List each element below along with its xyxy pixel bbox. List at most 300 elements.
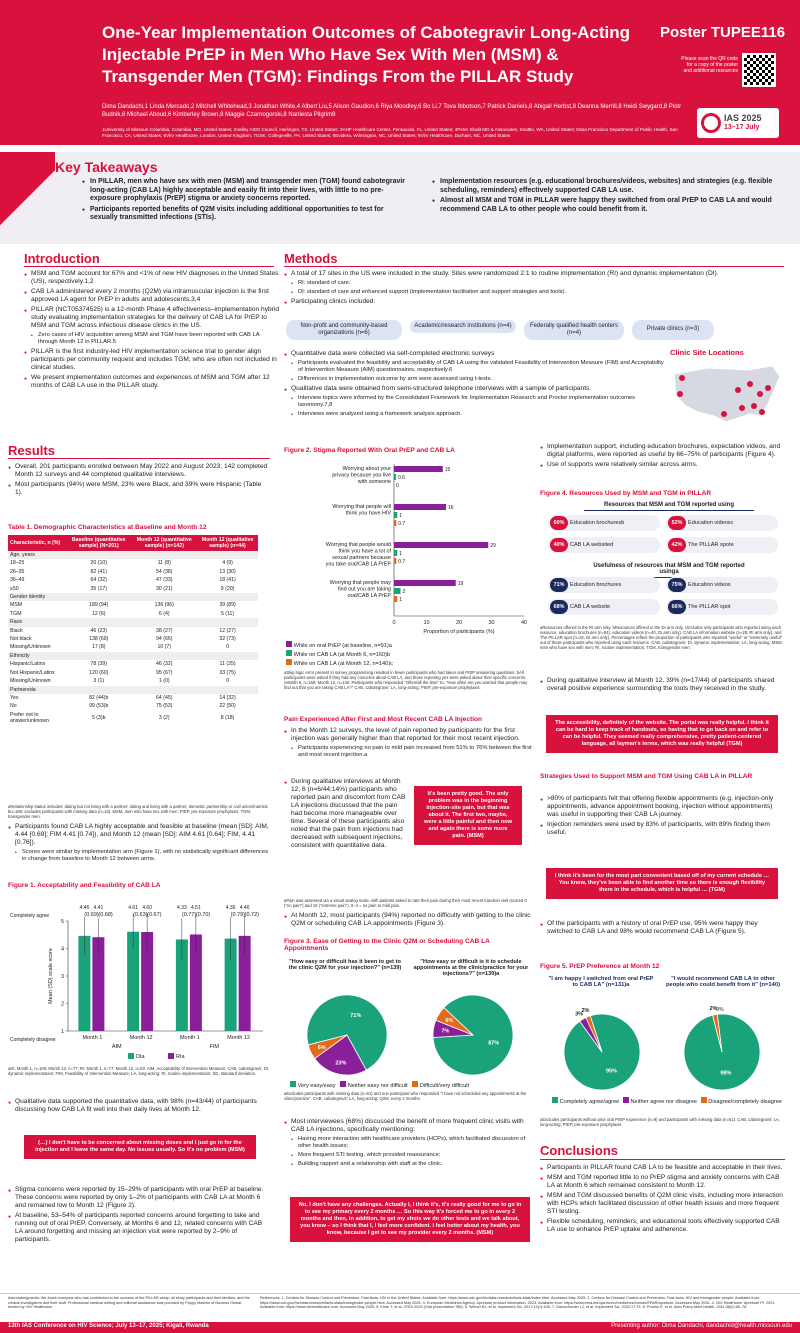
quote-box: I think it's been for the most part convenient based off of my current schedule … You know, they've been able to find another time so there is enough flexibility there in the schedule, which is helpful … (TGM) (546, 868, 778, 899)
table-cell: 82 (41) (90, 568, 107, 575)
methods-bullet: ● Quantitative data were collected via self-completed electronic surveys (284, 350, 664, 358)
table-cell (131, 618, 197, 626)
quote-box: It's been pretty good. The only problem was in the beginning injection-site pain, but that was about it. The first two, maybe, were a little painful and then now and again there is some more pain. (MSM) (414, 786, 522, 845)
table-row (8, 610, 258, 618)
x-tick-label: 30 (488, 620, 495, 626)
bar (394, 550, 397, 556)
table-cell (66, 686, 131, 694)
table-header: Baseline (quantitative sample) (N=201) (66, 535, 131, 551)
quote-box: No, I don't have any challenges. Actually I, I think it's, it's really good for me to go in to see my primary every 2 months … So this way it's forced me to go in every 2 months and then, in addition, to get my shots we do other tests and we talk about, you know – so I think that I, I feel more confident. I feel better about my health, you know, because I get to see my provider every 2 months. (MSM) (290, 1197, 530, 1242)
table-cell: 1 (0) (158, 678, 170, 685)
strategies-list (540, 795, 785, 839)
data-label: 19 (457, 581, 464, 587)
y-tick-label: sexual partners because (332, 555, 391, 561)
data-label: 1 (399, 551, 403, 557)
table-cell: 13 (30) (219, 568, 236, 575)
intro-sub-bullet: • Zero cases of HIV acquisition among MSM and TGM have been reported with CAB LA through Month 12 in PILLAR.5 (24, 332, 279, 346)
table-header: Characteristic, n (%) (8, 535, 66, 551)
pie1-chart (292, 990, 402, 1080)
visits-list (284, 1118, 534, 1170)
data-label: 15 (444, 467, 451, 473)
data-label: 4.36 (225, 905, 236, 911)
pie1-title: "How easy or difficult has it been to get to the clinic Q2M for your injection?" (n=139) (288, 959, 402, 971)
table-row (8, 635, 258, 643)
legend-item: While on CAB LA (at Month 12, n=140)c (286, 659, 393, 668)
resource-label: CAB LA websited (570, 542, 614, 548)
y-tick-label: find out you are taking (337, 586, 391, 593)
y-tick-label: privacy because you live (332, 472, 391, 479)
intro-bullet: ● CAB LA administered every 2 months (Q2M) via intramuscular injection is the first approved LA agent for PrEP in adults and adolescents.3,4 (24, 288, 279, 304)
table-cell (66, 593, 131, 601)
table-cell: Hispanic/Latinx (10, 661, 46, 668)
table-cell: ≥50 (10, 585, 19, 592)
fig2-title: Figure 2. Stigma Reported With Oral PrEP and CAB LA (284, 447, 455, 454)
conclusions-list (540, 1164, 785, 1236)
data-label: 4.51 (191, 905, 201, 911)
data-label: 1 (399, 597, 403, 603)
table-cell (197, 593, 258, 601)
methods-sub-bullet: • Interviews were analyzed using a framework analysis approach. (284, 411, 664, 418)
table-row (8, 627, 258, 635)
affiliations: 1University of Missouri-Columbia, Columbia, MO, United States; 2Valley AIDS Council, Harlingen, TX, United States; 3AHF Healthcare Center, Pensacola, FL, United States; 4Peter Shalit MD & Associates, Seattle, WA, United States; 5San Francisco Department of Public Health, San Francisco, CA, United States; 6ViiV Healthcare, London, United Kingdom; 7GSK, Collegeville, PA, United States; 8Evidera, Wilmington, NC, United States; 8ViiV Healthcare, Durham, NC, United States (102, 127, 678, 138)
pie-label: 3% (575, 1011, 584, 1018)
legend-item: Neither agree nor disagree (623, 1097, 697, 1105)
fig4-subtitle-1: Resources that MSM and TGM reported using (584, 502, 754, 511)
table-cell: 11 (25) (219, 661, 236, 668)
table-row (8, 660, 258, 668)
table-cell: 11 (8) (157, 560, 171, 567)
y-end-label: Completely disagree (10, 1037, 56, 1043)
pie-label: 2% (581, 1008, 590, 1015)
pain-list (284, 727, 534, 761)
legend-swatch (128, 1053, 134, 1059)
intro-title: Introduction (24, 251, 100, 266)
resource-item (548, 515, 660, 531)
fig5-note: aExcludes participants without prior oral PrEP experience (n=9) and participants with missing data (n=61). CAB, cabotegravir; LA, long-acting; PrEP, pre-exposure prophylaxis (540, 1117, 780, 1127)
pain-bullet: ● In the Month 12 surveys, the level of pain reported by participants for the first injection was generally higher than that reported for their most recent injection. (284, 727, 534, 743)
[object Object]: (0.69) (84, 912, 99, 918)
conclusion-bullet: ● Participants in PILLAR found CAB LA to be feasible and acceptable in their lives. (540, 1164, 785, 1172)
us-map (668, 360, 786, 430)
table-cell: MSM (10, 602, 23, 609)
intro-list (24, 270, 279, 392)
conclusion-bullet: ● MSM and TGM reported little to no PrEP stigma and anxiety concerns with CAB LA at Month 6 which remained consistent to Month 12. (540, 1174, 785, 1190)
y-tick-label: Worrying that people will (332, 504, 391, 510)
ribbon-icon (701, 113, 721, 133)
table-cell: 95 (67) (156, 669, 173, 676)
data-label: 4.60 (142, 905, 152, 911)
bar (394, 580, 456, 586)
table-row (8, 702, 258, 710)
clinic-pill: Federally qualified health centers (n=4) (524, 320, 624, 340)
pain-title: Pain Experienced After First and Most Recent CAB LA Injection (284, 716, 483, 723)
corner-triangle-icon (0, 152, 55, 244)
pie3-chart (552, 1000, 652, 1096)
pie4-chart (672, 1000, 772, 1096)
pain-list-2 (284, 778, 409, 852)
table-cell: Partnereda (8, 686, 66, 694)
table-cell (131, 686, 197, 694)
table-cell: Missing/Unknown (10, 678, 51, 685)
legend-item: Neither easy nor difficult (340, 1083, 407, 1089)
y-tick-label: 2 (60, 1001, 64, 1008)
table-cell: 136 (96) (154, 602, 174, 609)
data-label: 29 (490, 543, 496, 549)
y-tick-label: with someone (357, 479, 391, 485)
methods-sub-bullet: • Participants evaluated the feasibility and acceptability of CAB LA using the validated Feasibility of Intervention Measure (FIM) and Acceptability of Intervention Measure (AIM) questionnaires, respectively.6 (284, 360, 664, 374)
fig1-note: aDI, Month 1, n=105; Month 12, n=77; RI: Month 1, n=77; Month 12, n=63. AIM, Acceptability of Intervention Measure; CAB, cabotegravir; DI, dynamic implementation; FIM, Feasibility of Intervention Measure; LA, long-acting; RI, routine implementation; SD, standard deviation. (8, 1066, 270, 1076)
takeaway-item: ● Implementation resources (e.g. educational brochures/videos, websites) and strategies (e.g. flexible scheduling, reminders) effectively supported CAB LA use. (432, 178, 782, 195)
strategies-title: Strategies Used to Support MSM and TGM Using CAB LA in PILLAR (540, 773, 753, 780)
y-tick-label: Worrying about your (342, 466, 391, 472)
results-list-4 (8, 1186, 270, 1246)
methods-divider (284, 266, 784, 267)
y-tick-label: think you have HIV (345, 510, 391, 517)
table-cell: 35 (17) (90, 585, 107, 592)
methods-sub-bullet: • Differences in implementation outcome by arm were assessed using t-tests. (284, 376, 664, 383)
legend-item: Very easy/easy (290, 1083, 336, 1089)
results-bullet: ● Most participants (94%) were MSM, 23% were Black, and 39% were Hispanic (Table 1). (8, 481, 270, 497)
table-cell: 30 (21) (156, 585, 173, 592)
methods-sub-bullet: • RI: standard of care. (284, 280, 779, 287)
data-label: 0.6 (397, 475, 405, 481)
table-row (8, 711, 258, 726)
table-cell: 47 (33) (156, 577, 173, 584)
x-tick-label: 20 (455, 620, 463, 626)
support-list (540, 443, 785, 471)
resource-item (548, 577, 660, 593)
pie-label: 98% (720, 1070, 732, 1077)
table-row (8, 669, 258, 677)
table-cell: 33 (75) (219, 669, 236, 676)
bar (394, 504, 446, 510)
bar (394, 520, 396, 526)
fig3-note: aExcludes participants with missing data (n=61) and one participant who responded "I have not scheduled any appointments at the clinic/practice". CAB, cabotegravir; LA, long-acting; Q2M, every 2 months. (284, 1091, 527, 1101)
y-tick-label: 1 (60, 1029, 64, 1035)
[object Object]: (0.63) (133, 912, 148, 918)
results-list-2 (8, 823, 270, 865)
table-cell: 54 (38) (156, 568, 173, 575)
support-bullet: ● Use of supports were relatively similar across arms. (540, 461, 785, 469)
resource-label: Education videos (688, 582, 731, 588)
table-cell: 12 (27) (219, 627, 236, 634)
table-cell: Age, years (8, 551, 66, 559)
y-tick-label: 4 (60, 946, 64, 953)
resource-label: Education brochuresb (570, 520, 625, 526)
results-bullet: ● Stigma concerns were reported by 15–29% of participants with oral PrEP at baseline. These concerns were reported by only 1–2% of participants with CAB LA at Month 6 and remained low to Month 12 (Figure 2). (8, 1186, 270, 1210)
resource-label: The PILLAR spote (688, 542, 734, 548)
fig1-chart (8, 893, 270, 1063)
table-cell (197, 686, 258, 694)
table-cell: 38 (27) (156, 627, 173, 634)
y-axis-title: Mean (SD) scale score (48, 948, 54, 1004)
table-row (8, 551, 258, 559)
x-tick-label: Month 12 (129, 1035, 153, 1041)
table-cell: 46 (32) (156, 661, 173, 668)
table-cell: 189 (94) (89, 602, 109, 609)
poster-title: One-Year Implementation Outcomes of Cabotegravir Long-Acting Injectable PrEP in Men Who Have Sex With Men (MSM) & Transgender Men (TGM): Findings From the PILLAR Study (102, 23, 631, 86)
[object Object]: (0.79) (230, 912, 245, 918)
fig4-title: Figure 4. Resources Used by MSM and TGM in PILLAR (540, 490, 712, 497)
x-tick-label: Month 1 (82, 1035, 103, 1041)
table-cell: 99 (53)b (89, 703, 109, 710)
pie-label: 2% (709, 1005, 718, 1012)
fig2-chart (284, 460, 534, 640)
table-row (8, 652, 258, 660)
legend-swatch (168, 1053, 174, 1059)
table-cell: 10 (7) (157, 644, 172, 651)
table-row (8, 677, 258, 685)
clinic-pill: Private clinics (n=3) (632, 320, 714, 340)
[object Object]: (0.70) (195, 912, 211, 918)
table-cell: 20 (10) (90, 560, 107, 567)
table-row (8, 568, 258, 576)
pie-label: 71% (350, 1012, 362, 1019)
legend-label: DIa (136, 1054, 145, 1060)
table-cell (66, 551, 131, 559)
table-cell: 32 (73) (219, 636, 236, 643)
table-row (8, 585, 258, 593)
data-label: 2 (402, 589, 406, 595)
table-cell (66, 618, 131, 626)
methods-list-2 (284, 350, 664, 420)
results-divider (8, 458, 270, 459)
data-label: 0 (396, 483, 399, 489)
table-row (8, 618, 258, 626)
fig3-title: Figure 3. Ease of Getting to the Clinic Q2M or Scheduling CAB LA Appointments (284, 938, 490, 952)
table-cell: 14 (32) (219, 694, 236, 701)
y-tick-label: oral/CAB LA PrEP (347, 593, 391, 599)
pie-label: 6% (317, 1044, 326, 1051)
table-cell: Gender identity (8, 593, 66, 601)
x-tick-label: 10 (423, 620, 430, 626)
data-label: 0.7 (398, 521, 406, 527)
conclusions-divider (540, 1159, 785, 1160)
y-tick-label: 3 (60, 974, 64, 980)
intro-divider (24, 266, 274, 267)
table-note: aRelationship status includes: dating but not living with a partner; dating and living with a partner; domestic partnership or civil union/married. bn=186; excludes participants with missing data (n=15). MSM, men who have sex with men; PrEP, pre-exposure prophylaxis; TGM, transgender men. (8, 804, 269, 819)
table-cell: 0 (226, 644, 229, 651)
resource-percent: 60% (550, 516, 568, 530)
group-label: AIM (111, 1044, 122, 1050)
pie2-title: "How easy or difficult is it to schedule appointments at the clinic/practice for your injections?" (n=139)a (413, 959, 529, 977)
resource-label: CAB LA website (570, 604, 611, 610)
strategy-bullet: ● >80% of participants felt that offering flexible appointments (e.g. injection-only appointments, advance appointment booking, injection without appointments) was useful in supporting their CAB LA journey. (540, 795, 785, 819)
resource-label: The PILLAR spot (688, 604, 731, 610)
table-cell: 64 (32) (90, 577, 107, 584)
resource-percent: 52% (668, 516, 686, 530)
methods-title: Methods (284, 251, 338, 266)
presenter-line[interactable]: Presenting author: Dima Dandachi, dandachid@health.missouri.edu (611, 1323, 792, 1329)
resource-item (666, 599, 778, 615)
support-bullet: ● Implementation support, including education brochures, expectation videos, and digital platforms, were reported as useful by 66–75% of participants (Figure 4). (540, 443, 785, 459)
legend-item: Difficult/very difficult (412, 1083, 469, 1089)
y-end-label: Completely agree (10, 913, 50, 919)
ias-logo (697, 108, 779, 138)
qr-caption: Please scan the QR code for a copy of the poster and additional resources (681, 56, 738, 74)
references: References: 1. Centers for Disease Control and Prevention. Fast facts: HIV in the United States. Available from: https://www.cdc.gov/hiv/data-research/facts-stats/index.html. Accessed May 2025. 2. Centers for Disease Control and Prevention. Fast facts: HIV and transgender people. Available from: https://www.cdc.gov/hiv/data-research/facts-stats/transgender-people.html. Accessed May 2025. 3. European Medicines Agency. Apretude product information. 2023. Available from: https://www.ema.europa.eu/en/medicines/human/EPAR/apretude. Accessed May 2025. 4. ViiV Healthcare. Apretude PI. 2021. Available from: https://www.viivhealthcare.com. Accessed May 2025. 5. Khan T, et al. CROI 2025 (Oral presentation 786). 6. Weiner BJ, et al. Implement Sci. 2017;12(1):108. 7. Damschroder LJ, et al. Implement Sci. 2022;17:75. 8. Proctor E, et al. Adm Policy Ment Health. 2011;38(2):65–76. (260, 1296, 776, 1310)
table-cell (131, 551, 197, 559)
bar (394, 512, 397, 518)
data-label: 16 (448, 505, 454, 511)
table-cell (66, 652, 131, 660)
table-cell: Not black (10, 636, 32, 643)
table-row (8, 593, 258, 601)
data-label: 0.7 (398, 559, 406, 565)
fig5-title: Figure 5. PrEP Preference at Month 12 (540, 963, 660, 970)
table-cell (197, 652, 258, 660)
pie-label: 7% (441, 1028, 450, 1035)
bar (394, 588, 401, 594)
[object Object]: (0.77) (181, 912, 197, 918)
methods-bullet: ● A total of 17 sites in the US were included in the study. Sites were randomized 2:1 to routine implementation (RI) and dynamic implementation (DI). (284, 270, 779, 278)
data-label: 1 (399, 513, 403, 519)
ias-title: IAS 2025 (724, 113, 762, 123)
table-cell: 39 (89) (219, 602, 236, 609)
resource-label: Education brochures (570, 582, 622, 588)
bar (394, 542, 488, 548)
table-cell: 3 (1) (93, 678, 105, 685)
table-cell: 0 (226, 678, 229, 685)
table-cell: Missing/Unknown (10, 644, 51, 651)
pie-label: 6% (445, 1017, 454, 1024)
table-cell (131, 593, 197, 601)
fig3-legend (290, 1081, 469, 1089)
conference-line: 13th IAS Conference on HIV Science; July 13–17, 2025; Kigali, Rwanda (8, 1323, 209, 1329)
bar (394, 558, 396, 564)
table-cell (131, 652, 197, 660)
y-tick-label: Worrying that people may (329, 580, 391, 586)
qr-code-icon[interactable] (742, 53, 776, 87)
table-cell: 36–49 (10, 577, 25, 584)
pie4-title: "I would recommend CAB LA to other people who could benefit from it" (n=140) (665, 976, 781, 988)
methods-sub-bullet: • DI: standard of care and enhanced support (implementation facilitation and support strategies and tools). (284, 289, 779, 296)
table-cell: 78 (39) (90, 661, 107, 668)
table-cell: 6 (4) (158, 610, 170, 617)
table-row (8, 559, 258, 567)
resource-percent: 75% (668, 578, 686, 592)
data-label: 4.46 (239, 905, 250, 911)
table-cell: TGM (10, 610, 22, 617)
access-list (284, 912, 534, 930)
preference-list (540, 920, 785, 938)
methods-bullet: ● Participating clinics included: (284, 298, 779, 306)
legend-label: RIa (176, 1054, 185, 1060)
visits-sub-bullet: • Building rapport and a relationship with staff at the clinic. (284, 1161, 534, 1168)
visits-sub-bullet: • More frequent STI testing, which provided reassurance; (284, 1152, 534, 1159)
preference-bullet: ● Of the participants with a history of oral PrEP use, 95% were happy they switched to CAB LA and 98% would recommend CAB LA (Figure 5). (540, 920, 785, 936)
table-cell: Prefer not to answer/unknown (10, 711, 49, 725)
pie-label: 23% (335, 1060, 347, 1067)
pie-label: 95% (605, 1068, 617, 1075)
visits-bullet: ● Most interviewees (68%) discussed the benefit of more frequent clinic visits with CAB LA injections, specifically mentioning: (284, 1118, 534, 1134)
access-bullet: ● At Month 12, most participants (94%) reported no difficulty with getting to the clinic Q2M or scheduling CAB LA appointments (Figure 3). (284, 912, 534, 928)
acknowledgments: Acknowledgments: We thank everyone who has contributed to the success of the PILLAR study: all study participants and their families, and the clinical investigators and their staff. Professional medical writing and editorial assistance was provided by Poppy Mashilo of Nucleus Global, funded by ViiV Healthcare. (8, 1296, 250, 1310)
intro-bullet: ● PILLAR (NCT05374525) is a 12-month Phase 4 effectiveness–implementation hybrid study evaluating implementation strategies for the delivery of CAB LA for PrEP to MSM and TGM across infectious disease clinics in the US. (24, 306, 279, 330)
group-label: FIM (209, 1044, 219, 1050)
data-label: 4.61 (128, 905, 138, 911)
pain-note: aPain was assessed via a visual analog scale, with patients asked to rate their pain during their most recent injection visit (scored 0 ("no pain") and 10 ("extreme pain"). 0–4 = no pain to mild pain. (284, 898, 527, 908)
table-cell: Race (8, 618, 66, 626)
resource-percent: 71% (550, 578, 568, 592)
resource-percent: 42% (668, 538, 686, 552)
takeaways-right (432, 178, 782, 216)
data-label: 4.46 (79, 905, 90, 911)
table-header: Month 12 (quantitative sample) (n=142) (131, 535, 197, 551)
methods-sub-bullet: • Interview topics were informed by the Consolidated Framework for Implementation Research and Proctor implementation outcomes taxonomy.7,8 (284, 395, 664, 409)
conclusion-bullet: ● MSM and TGM discussed benefits of Q2M clinic visits, including more interaction with HCPs which facilitated discussion of other health issues and more frequent STI testing. (540, 1192, 785, 1216)
poster-id: Poster TUPEE116 (660, 24, 786, 41)
y-tick-label: 5 (60, 919, 64, 925)
data-label: 4.33 (177, 905, 187, 911)
[object Object]: (0.72) (244, 912, 259, 918)
tools-list (540, 677, 785, 695)
table-cell: 5 (3)b (91, 714, 106, 721)
table-cell: Yes (10, 694, 19, 701)
table-row (8, 694, 258, 702)
ias-date: 13–17 July (724, 124, 760, 131)
table-cell: 17 (8) (91, 644, 106, 651)
quote-box: (…) I don't have to be concerned about missing doses and I just go in for the injection and I leave the same day. No issues usually. So it's no problem (MSM) (24, 1135, 256, 1159)
table-cell: 82 (44)b (89, 694, 109, 701)
pie2-chart (418, 990, 528, 1080)
table-cell: 64 (45) (156, 694, 173, 701)
legend-item: Completely agree/agree (552, 1097, 619, 1105)
results-bullet: ● Qualitative data supported the quantitative data, with 98% (n=43/44) of participants discussing how CAB LA fit well into their daily lives at Month 12. (8, 1098, 270, 1114)
resource-percent: 40% (550, 538, 568, 552)
table-row (8, 686, 258, 694)
table-cell: 8 (18) (220, 714, 235, 721)
takeaways-left (82, 178, 412, 225)
results-bullet: ● Participants found CAB LA highly acceptable and feasible at baseline (mean [SD]: AIM, 4.44 [0.69]; FIM 4.41 [0.74]), and Month 12 (mean [SD]: AIM 4.61 [0.64]; FIM, 4.41 [0.76]). (8, 823, 270, 847)
pain-sub-bullet: • Participants experiencing no pain to mild pain increased from 51% to 76% between the first and most recent injection.a (284, 745, 534, 759)
legend-item: Disagree/completely disagree (701, 1097, 782, 1105)
results-sub-bullet: • Scores were similar by implementation arm (Figure 1), with no statistically significant differences in change from baseline to Month 12 between arms. (8, 849, 270, 863)
quote-box: The accessibility, definitely of the website. The portal was really helpful. I think it can be hard to keep track of handouts, so having that to go back on and refer to can be helpful. They seemed really comprehensive, pretty patient-centered language, all layman's terms, which was really helpful (TGM) (546, 715, 778, 753)
table-cell: 4 (9) (222, 560, 233, 567)
intro-bullet: ● PILLAR is the first industry-led HIV implementation science trial to gender align participants per community request and includes TGM, who are often not included in clinical studies. (24, 348, 279, 372)
x-tick-label: Month 12 (227, 1035, 251, 1041)
x-tick-label: Month 1 (179, 1035, 200, 1041)
table-cell: 94 (66) (156, 636, 173, 643)
legend-item: While on CAB LA (at Month 6, n=160)b (286, 650, 393, 659)
x-axis-title: Proportion of participants (%) (423, 629, 495, 635)
results-list-3 (8, 1098, 270, 1116)
resource-item (548, 537, 660, 553)
fig4-note: aResources offered in the RI arm only. bResources offered in the DI arm only. cIncludes only participants who reported using each resource, education brochures (n=84), education videos (n=40, DI arm only), CAB LA information website (n=25; RI arm only), and The PILLAR spot (n=32, DI arm only). Percentages reflect the proportion of participants who reported "useful" or "extremely useful" out of those participants who reported using each resource. CAB, cabotegravir; DI, dynamic implementation; LA, long-acting; MSM, men who have sex with men; RI, routine implementation; TGM, transgender men. (540, 625, 783, 650)
pain-bullet: ● During qualitative interviews at Month 12, 6 (n=6/44;14%) participants who reported pain and discomfort from CAB LA injections discussed that the pain had become more manageable over time. Several of these participants also noted that the pain from injections had decreased with subsequent injections, consistent with quantitative data. (284, 778, 409, 850)
key-takeaways-title: Key Takeaways (55, 159, 158, 175)
x-tick-label: 40 (520, 620, 528, 626)
fig1-title: Figure 1. Acceptability and Feasibility of CAB LA (8, 882, 161, 889)
table-row (8, 576, 258, 584)
pie-label: 0% (716, 1007, 724, 1013)
resource-label: Education videosc (688, 520, 734, 526)
bar (394, 596, 397, 602)
fig4-subtitle-2: Usefulness of resources that MSM and TGM reported usinga (584, 563, 754, 578)
table-cell: 22 (50) (219, 703, 236, 710)
table-cell: 75 (53) (156, 703, 173, 710)
x-tick-label: 0 (392, 620, 396, 626)
table-cell (197, 618, 258, 626)
resource-item (666, 577, 778, 593)
conclusion-bullet: ● Flexible scheduling, reminders, and educational tools effectively supported CAB LA use to enhance PrEP uptake and adherence. (540, 1218, 785, 1234)
resource-percent: 66% (668, 600, 686, 614)
table-row (8, 643, 258, 651)
table-cell: 3 (2) (158, 714, 170, 721)
table-title: Table 1. Demographic Characteristics at Baseline and Month 12 (8, 524, 207, 531)
table-cell (197, 551, 258, 559)
